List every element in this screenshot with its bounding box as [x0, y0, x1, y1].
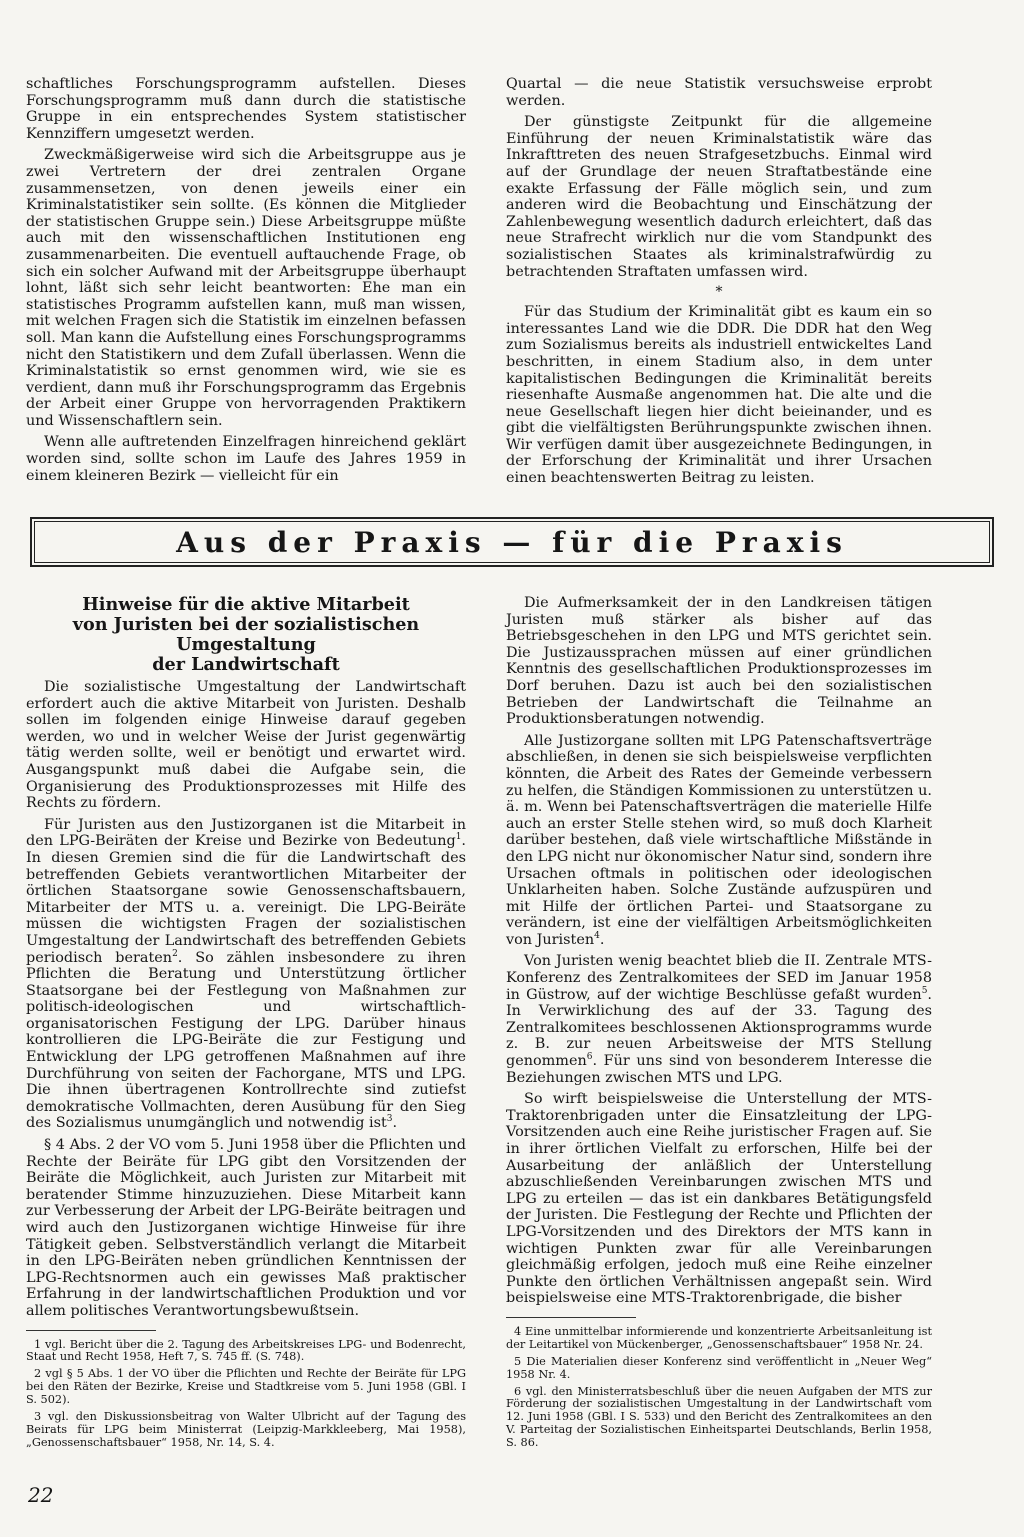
footnote-ref: 4 [594, 931, 600, 942]
footnote: 1 vgl. Bericht über die 2. Tagung des Arbeitskreises LPG- und Bodenrecht, Staat und Recht 1958, Heft 7, S. 745 ff. (S. 748). [26, 1337, 466, 1364]
footnote: 3 vgl. den Diskussionsbeitrag von Walter Ulbricht auf der Tagung des Beirats für LPG beim Ministerrat (Leipzig-Markkleeberg, Mai 1958), „Genossenschaftsbauer“ 1958, Nr. 14, S. 4. [26, 1410, 466, 1449]
article-title-line: Hinweise für die aktive Mitarbeit [82, 594, 410, 615]
section-title: Aus der Praxis — für die Praxis [176, 525, 848, 559]
paragraph: Alle Justizorgane sollten mit LPG Patenschaftsverträge abschließen, in denen sie sich beispielsweise verpflichten könnten, die Arbeit des Rates der Gemeinde verbessern zu helfen, die Ständigen Kommissionen zu unterstützen u. ä. m. Wenn bei Patenschaftsverträgen die materielle Hilfe auch an erster Stelle stehen wird, so muß doch Klarheit darüber bestehen, daß viele wirtschaftliche Mißstände in den LPG nicht nur ökonomischer Natur sind, sondern ihre Ursachen oftmals in politischen oder ideologischen Unklarheiten haben. Solche Zustände aufzuspüren und mit Hilfe der örtlichen Partei- und Staatsorgane zu verändern, ist eine der vielfältigen Arbeitsmöglichkeiten von Juristen$^4$. [506, 732, 932, 948]
section-separator: * [715, 284, 723, 301]
footnote-ref: 1 [455, 832, 462, 843]
paragraph: Der günstigste Zeitpunkt für die allgemeine Einführung der neuen Kriminalstatistik wäre das Inkrafttreten des neuen Strafgesetzbuchs. Einmal wird auf der Grundlage der neuen Straftatbestände eine exakte Erfassung der Fälle möglich sein, und zum anderen wird die Beobachtung und Einschätzung der Zahlenbewegung wesentlich dadurch erleichtert, daß das neue Strafrecht wirklich nur die vom Standpunkt des sozialistischen Staates als kriminalstrafwürdig zu betrachtenden Straftaten umfassen wird. [506, 114, 932, 280]
footnote-ref: 2 [172, 948, 178, 959]
previous-article-right-column [506, 76, 932, 487]
article-left-column [26, 595, 466, 1450]
footnote-ref: 3 [386, 1114, 393, 1125]
footnote: 2 vgl § 5 Abs. 1 der VO über die Pflichten und Rechte der Beiräte für LPG bei den Räten der Bezirke, Kreise und Stadtkreise vom 5. Juni 1958 (GBl. I S. 502). [26, 1367, 466, 1407]
paragraph: Die Aufmerksamkeit der in den Landkreisen tätigen Juristen muß stärker als bisher auf das Betriebsgeschehen in den LPG und MTS gerichtet sein. Die Justizaussprachen müssen auf einer gründlichen Kenntnis des gesellschaftlichen Produktionsprozesses im Dorf beruhen. Dazu ist auch bei den sozialistischen Betrieben der Landwirtschaft die Teilnahme an Produktionsberatungen notwendig. [506, 595, 932, 728]
footnote: 6 vgl. den Ministerratsbeschluß über die neuen Aufgaben der MTS zur Förderung der sozialistischen Umgestaltung in der Landwirtschaft vom 12. Juni 1958 (GBl. I S. 533) und den Bericht des Zentralkomitees an den V. Parteitag der Sozialistischen Einheitspartei Deutschlands, Berlin 1958, S. 86. [506, 1384, 932, 1450]
paragraph: Die sozialistische Umgestaltung der Landwirtschaft erfordert auch die aktive Mitarbeit von Juristen. Deshalb sollen im folgenden einige Hinweise darauf gegeben werden, wo und in welcher Weise der Jurist gegenwärtig tätig werden sollte, weil er benötigt und erwartet wird. Ausgangspunkt muß dabei die Aufgabe sein, die Organisierung des Produktionsprozesses mit Hilfe des Rechts zu fördern. [26, 679, 466, 812]
section-banner-inner [34, 521, 990, 563]
paragraph: Für Juristen aus den Justizorganen ist die Mitarbeit in den LPG-Beiräten der Kreise und Bezirke von Bedeutung$^1$. In diesen Gremien sind die für die Landwirtschaft des betreffenden Gebiets verantwortlichen Mitarbeiter der örtlichen Staatsorgane sowie Genossenschaftsbauern, Mitarbeiter der MTS u. a. vereinigt. Die LPG-Beiräte müssen die wichtigsten Fragen der sozialistischen Umgestaltung der Landwirtschaft des betreffenden Gebiets periodisch beraten$^2$. So zählen insbesondere zu ihren Pflichten die Beratung und Unterstützung örtlicher Staatsorgane bei der Festlegung von Maßnahmen zur politisch-ideologischen und wirtschaftlich-organisatorischen Festigung der LPG. Darüber hinaus kontrollieren die LPG-Beiräte die zur Festigung und Entwicklung der LPG getroffenen Maßnahmen auf ihre Durchführung von seiten der Fachorgane, MTS und LPG. Die ihnen übertragenen Kontrollrechte sind zutiefst demokratische Vollmachten, deren Ausübung für den Sieg des Sozialismus unumgänglich und notwendig ist$^3$. [26, 816, 466, 1132]
article-right-column [506, 595, 932, 1450]
paragraph: § 4 Abs. 2 der VO vom 5. Juni 1958 über die Pflichten und Rechte der Beiräte für LPG gibt den Vorsitzenden der Beiräte die Möglichkeit, auch Juristen zur Mitarbeit mit beratender Stimme hinzuzuziehen. Diese Mitarbeit kann zur Verbesserung der Arbeit der LPG-Beiräte beitragen und wird auch den Justizorganen wichtige Hinweise für ihre Tätigkeit geben. Selbstverständlich verlangt die Mitarbeit in den LPG-Beiräten neben gründlichen Kenntnissen der LPG-Rechtsnormen auch ein gewisses Maß praktischer Erfahrung in der landwirtschaftlichen Produktion und vor allem politisches Verantwortungsbewußtsein. [26, 1137, 466, 1319]
paragraph: Zweckmäßigerweise wird sich die Arbeitsgruppe aus je zwei Vertretern der drei zentralen Organe zusammensetzen, von denen jeweils einer ein Kriminalstatistiker sein sollte. (Es können die Mitglieder der statistischen Gruppe sein.) Diese Arbeitsgruppe müßte auch mit den wissenschaftlichen Institutionen eng zusammenarbeiten. Die eventuell auftauchende Frage, ob sich ein solcher Aufwand mit der Arbeitsgruppe überhaupt lohnt, läßt sich sehr leicht beantworten: Ehe man ein statistisches Programm aufstellen kann, muß man wissen, mit welchen Fragen sich die Statistik im einzelnen befassen soll. Man kann die Aufstellung eines Forschungsprogramms nicht den Statistikern und dem Zufall überlassen. Wenn die Kriminalstatistik so ernst genommen wird, wie sie es verdient, dann muß ihr Forschungsprogramm das Ergebnis der Arbeit einer Gruppe von hervorragenden Praktikern und Wissenschaftlern sein. [26, 147, 466, 429]
article-title-line: der Landwirtschaft [152, 654, 340, 675]
section-banner [30, 517, 994, 567]
paragraph: schaftliches Forschungsprogramm aufstellen. Dieses Forschungsprogramm muß dann durch die statistische Gruppe in ein entsprechendes System statistischer Kennziffern umgesetzt werden. [26, 76, 466, 142]
paragraph: Von Juristen wenig beachtet blieb die II. Zentrale MTS-Konferenz des Zentralkomitees der SED im Januar 1958 in Güstrow, auf der wichtige Beschlüsse gefaßt wurden$^5$. In Verwirklichung des auf der 33. Tagung des Zentralkomitees beschlossenen Aktionsprogramms wurde z. B. zur neuen Arbeitsweise der MTS Stellung genommen$^6$. Für uns sind von besonderem Interesse die Beziehungen zwischen MTS und LPG. [506, 953, 932, 1086]
footnote-rule [26, 1330, 156, 1331]
footnote: 4 Eine unmittelbar informierende und konzentrierte Arbeitsanleitung ist der Leitartikel von Mückenberger, „Genossenschaftsbauer“ 1958 Nr. 24. [506, 1324, 932, 1351]
article-title-line: von Juristen bei der sozialistischen Umgestaltung [72, 614, 420, 655]
paragraph: Quartal — die neue Statistik versuchsweise erprobt werden. [506, 76, 932, 109]
page-number: 22 [28, 1483, 54, 1507]
footnote: 5 Die Materialien dieser Konferenz sind veröffentlicht in „Neuer Weg“ 1958 Nr. 4. [506, 1354, 932, 1381]
paragraph: Für das Studium der Kriminalität gibt es kaum ein so interessantes Land wie die DDR. Die DDR hat den Weg zum Sozialismus bereits als industriell entwickeltes Land beschritten, in einem Stadium also, in dem unter kapitalistischen Bedingungen die Kriminalität bereits riesenhafte Ausmaße angenommen hat. Die alte und die neue Gesellschaft liegen hier dicht beieinander, und es gibt die vielfältigsten Berührungspunkte zwischen ihnen. Wir verfügen damit über ausgezeichnete Bedingungen, in der Erforschung der Kriminalität und ihrer Ursachen einen beachtenswerten Beitrag zu leisten. [506, 304, 932, 487]
paragraph: Wenn alle auftretenden Einzelfragen hinreichend geklärt worden sind, sollte schon im Laufe des Jahres 1959 in einem kleineren Bezirk — vielleicht für ein [26, 434, 466, 484]
footnote-ref: 6 [586, 1052, 593, 1063]
paragraph: So wirft beispielsweise die Unterstellung der MTS-Traktorenbrigaden unter die Einsatzleitung der LPG-Vorsitzenden auch eine Reihe juristischer Fragen auf. Sie in ihrer örtlichen Vielfalt zu erforschen, Hilfe bei der Ausarbeitung der anläßlich der Unterstellung abzuschließenden Vereinbarungen zwischen MTS und LPG zu erteilen — das ist ein dankbares Betätigungsfeld der Juristen. Die Festlegung der Rechte und Pflichten der LPG-Vorsitzenden und des Direktors der MTS kann in wichtigen Punkten zwar für alle Vereinbarungen gleichmäßig erfolgen, jedoch muß eine Reihe einzelner Punkte den örtlichen Verhältnissen angepaßt sein. Wird beispielsweise eine MTS-Traktorenbrigade, die bisher [506, 1091, 932, 1307]
footnote-ref: 5 [921, 985, 928, 996]
previous-article-left-column [26, 76, 466, 484]
footnote-rule [506, 1317, 636, 1318]
article-title [26, 595, 466, 675]
